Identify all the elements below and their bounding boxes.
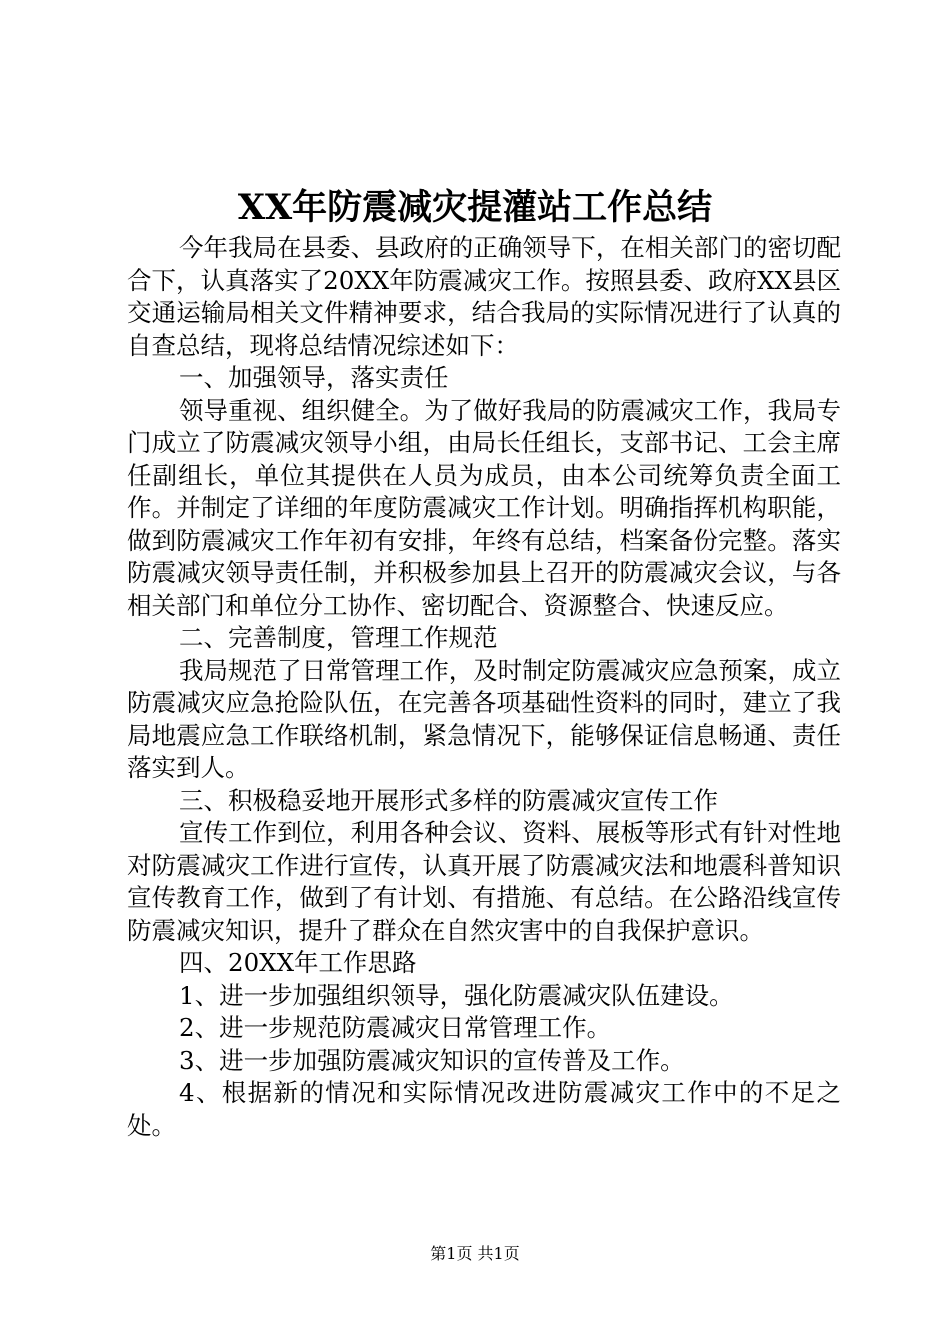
plan-item-4: 4、根据新的情况和实际情况改进防震减灾工作中的不足之处。 bbox=[127, 1078, 841, 1140]
plan-item-3: 3、进一步加强防震减灾知识的宣传普及工作。 bbox=[179, 1045, 685, 1075]
intro-paragraph: 今年我局在县委、县政府的正确领导下，在相关部门的密切配合下，认真落实了20XX年防震减灾工作。按照县委、政府XX县区交通运输局相关文件精神要求，结合我局的实际情况进行了认真的自查总结，现将总结情况综述如下： bbox=[127, 233, 841, 360]
page-footer: 第1页 共1页 bbox=[430, 1244, 520, 1263]
plan-item-2: 2、进一步规范防震减灾日常管理工作。 bbox=[179, 1013, 612, 1042]
section-paragraph-2: 我局规范了日常管理工作，及时制定防震减灾应急预案，成立防震减灾应急抢险队伍，在完善各项基础性资料的同时，建立了我局地震应急工作联络机制，紧急情况下，能够保证信息畅通、责任落实到人。 bbox=[127, 655, 841, 782]
document-body bbox=[127, 232, 841, 1142]
section-heading-1: 一、加强领导，落实责任 bbox=[179, 363, 449, 392]
section-heading-4: 四、20XX年工作思路 bbox=[179, 948, 417, 977]
document-title: XX年防震减灾提灌站工作总结 bbox=[237, 187, 713, 228]
plan-item-1: 1、进一步加强组织领导，强化防震减灾队伍建设。 bbox=[179, 980, 734, 1010]
section-paragraph-1: 领导重视、组织健全。为了做好我局的防震减灾工作，我局专门成立了防震减灾领导小组，由局长任组长，支部书记、工会主席任副组长，单位其提供在人员为成员，由本公司统筹负责全面工作。并制定了详细的年度防震减灾工作计划。明确指挥机构职能，做到防震减灾工作年初有安排，年终有总结，档案备份完整。落实防震减灾领导责任制，并积极参加县上召开的防震减灾会议，与各相关部门和单位分工协作、密切配合、资源整合、快速反应。 bbox=[127, 395, 841, 620]
section-heading-2: 二、完善制度，管理工作规范 bbox=[179, 623, 498, 652]
section-paragraph-3: 宣传工作到位，利用各种会议、资料、展板等形式有针对性地对防震减灾工作进行宣传，认真开展了防震减灾法和地震科普知识宣传教育工作，做到了有计划、有措施、有总结。在公路沿线宣传防震减灾知识，提升了群众在自然灾害中的自我保护意识。 bbox=[127, 818, 841, 945]
section-heading-3: 三、积极稳妥地开展形式多样的防震减灾宣传工作 bbox=[179, 785, 718, 815]
